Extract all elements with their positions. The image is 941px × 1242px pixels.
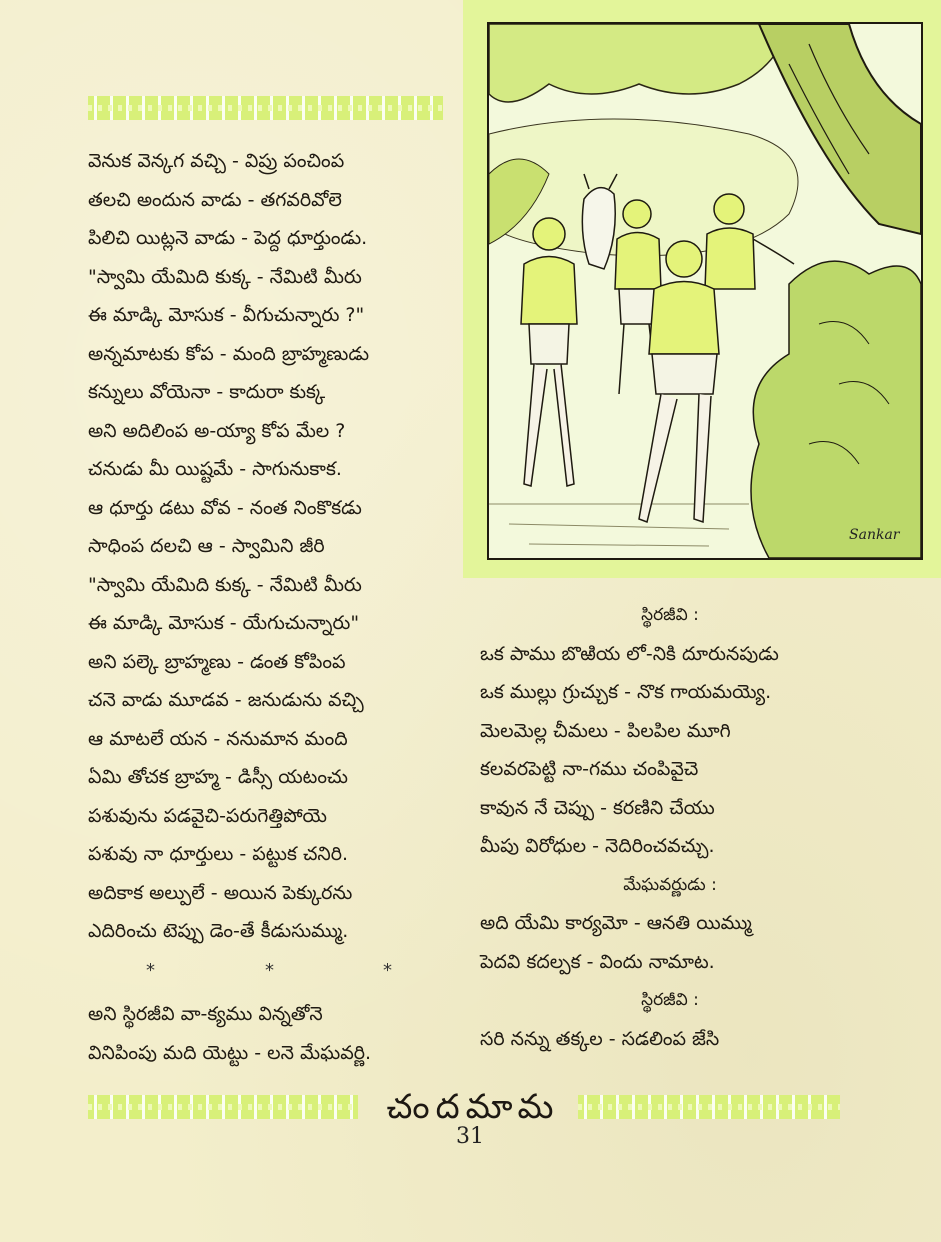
- verse-line: ఒక పాము బొఱియ లో-నికి దూరునపుడు: [480, 642, 779, 665]
- verse-line: అన్నమాటకు కోప - మంది బ్రాహ్మణుడు: [88, 342, 370, 365]
- verse-line: అది యేమి కార్యమో - ఆనతి యిమ్ము: [480, 912, 752, 934]
- verse-line: కావున నే చెప్పు - కరణిని చేయు: [480, 796, 715, 819]
- verse-line: చనుడు మీ యిష్టమే - సాగునుకాక.: [88, 458, 342, 480]
- verse-line: అని అదిలింప అ-య్యా కోప మేల ?: [88, 419, 346, 442]
- verse-line: పశువును పడవైచి-పరుగెత్తిపోయె: [88, 804, 327, 827]
- verse-line: "స్వామి యేమిది కుక్క - నేమిటి మీరు: [88, 265, 362, 288]
- verse-line: ఈ మాడ్కి మోసుక - యేగుచున్నారు": [88, 612, 360, 634]
- page-number: 31: [456, 1124, 484, 1149]
- verse-line: ఏమి తోచక బ్రాహ్మ - డిస్సీ యటంచు: [88, 766, 348, 788]
- verse-line: "స్వామి యేమిది కుక్క - నేమిటి మీరు: [88, 573, 362, 596]
- verse-line: కన్నులు వోయెనా - కాదురా కుక్క: [88, 381, 326, 403]
- story-illustration: [463, 0, 941, 578]
- magazine-title: చందమామ: [386, 1087, 560, 1127]
- verse-line: ఎదిరించు టెప్పు డెం-తే కీడుసుమ్ము.: [88, 920, 349, 942]
- verse-line: కలవరపెట్టి నా-గము చంపివైచె: [480, 758, 699, 780]
- decorative-border-top: [88, 96, 443, 120]
- speaker-name: స్థిరజీవి :: [641, 990, 699, 1010]
- separator-star: *: [265, 960, 274, 981]
- verse-line: ఆ ధూర్తు డటు వోవ - నంత నింకొకడు: [88, 496, 362, 519]
- verse-line: అని స్థిరజీవి వా-క్యము విన్నతోనె: [88, 1003, 323, 1025]
- verse-line: వెనుక వెన్కగ వచ్చి - విప్రు పంచింప: [88, 150, 345, 172]
- illustration-drawing: [489, 24, 921, 558]
- verse-line: తలచి అందున వాడు - తగవరివోలె: [88, 188, 342, 211]
- verse-line: పెదవి కదల్పక - విందు నామాట.: [480, 950, 715, 973]
- speaker-name: స్థిరజీవి :: [641, 605, 699, 625]
- verse-line: సాధింప దలచి ఆ - స్వామిని జీరి: [88, 535, 325, 557]
- verse-line: వినిపింపు మది యెట్టు - లనె మేఘవర్ణి.: [88, 1041, 372, 1064]
- verse-line: మెలమెల్ల చీమలు - పిలపిల మూగి: [480, 719, 731, 742]
- right-verse-column: [480, 596, 860, 1058]
- verse-line: ఆ మాటలే యన - ననుమాన మంది: [88, 727, 348, 750]
- left-verse-column: [88, 142, 369, 951]
- verse-line: అదికాక అల్పులే - అయిన పెక్కురను: [88, 881, 353, 904]
- verse-line: ఈ మాడ్కి మోసుక - వీగుచున్నారు ?": [88, 304, 365, 326]
- verse-line: మీపు విరోధుల - నెదిరించవచ్చు.: [480, 835, 715, 857]
- verse-line: పిలిచి యిట్లనె వాడు - పెద్ద ధూర్తుండు.: [88, 227, 368, 249]
- verse-line: చనె వాడు మూడవ - జనుడును వచ్చి: [88, 689, 364, 711]
- verse-line: పశువు నా ధూర్తులు - పట్టుక చనిరి.: [88, 843, 349, 865]
- verse-line: సరి నన్ను తక్కల - సడలింప జేసి: [480, 1027, 720, 1050]
- verse-line: ఒక ముల్లు గ్రుచ్చుక - నొక గాయమయ్యె.: [480, 681, 772, 703]
- decorative-border-footer-left: [88, 1095, 358, 1119]
- separator-star: *: [383, 960, 392, 981]
- illustrator-signature: Sankar: [849, 527, 900, 543]
- verse-line: అని పల్కె బ్రాహ్మణు - డంత కోపింప: [88, 650, 346, 673]
- separator-star: *: [146, 960, 155, 981]
- decorative-border-footer-right: [578, 1095, 840, 1119]
- left-verse-conclusion: [88, 995, 371, 1072]
- speaker-name: మేఘవర్ణుడు :: [623, 874, 717, 895]
- illustration-frame: [487, 22, 923, 560]
